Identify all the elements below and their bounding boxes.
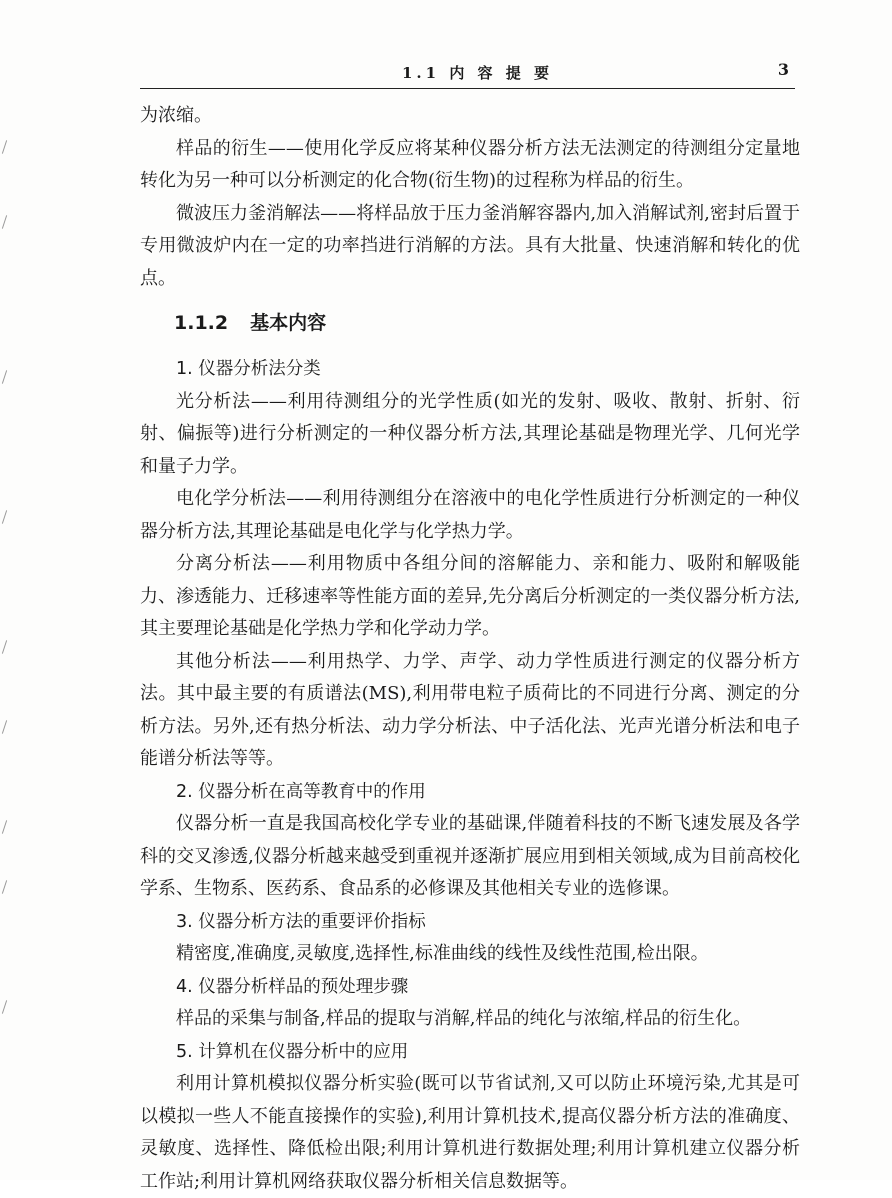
body-text — [140, 100, 800, 1198]
paragraph-electrochemical-analysis: 电化学分析法——利用待测组分在溶液中的电化学性质进行分析测定的一种仪器分析方法,其理论基础是电化学与化学热力学。 — [140, 488, 800, 542]
paragraph-pretreatment-steps: 样品的采集与制备,样品的提取与消解,样品的纯化与浓缩,样品的衍生化。 — [176, 1008, 752, 1029]
header-section-title: 1.1 内 容 提 要 — [402, 64, 553, 82]
section-heading — [140, 307, 800, 339]
paragraph-optical-analysis: 光分析法——利用待测组分的光学性质(如光的发射、吸收、散射、折射、衍射、偏振等)进行分析测定的一种仪器分析方法,其理论基础是物理光学、几何光学和量子力学。 — [140, 390, 800, 477]
paragraph-microwave-digestion: 微波压力釜消解法——将样品放于压力釜消解容器内,加入消解试剂,密封后置于专用微波炉内在一定的功率挡进行消解的方法。具有大批量、快速消解和转化的优点。 — [140, 202, 800, 289]
paragraph-other-analysis: 其他分析法——利用热学、力学、声学、动力学性质进行测定的仪器分析方法。其中最主要的有质谱法(MS),利用带电粒子质荷比的不同进行分离、测定的分析方法。另外,还有热分析法、动力学分析法、中子活化法、光声光谱分析法和电子能谱分析法等等。 — [140, 650, 800, 769]
subsection-heading-1: 1. 仪器分析法分类 — [176, 359, 321, 379]
paragraph-sample-derivatization: 样品的衍生——使用化学反应将某种仪器分析方法无法测定的待测组分定量地转化为另一种可以分析测定的化合物(衍生物)的过程称为样品的衍生。 — [140, 137, 800, 191]
subsection-heading-2: 2. 仪器分析在高等教育中的作用 — [176, 781, 426, 802]
paragraph-higher-education-role: 仪器分析一直是我国高校化学专业的基础课,伴随着科技的不断飞速发展及各学科的交叉渗透,仪器分析越来越受到重视并逐渐扩展应用到相关领域,成为目前高校化学系、生物系、医药系、食品系的必修课及其他相关专业的选修课。 — [140, 813, 800, 899]
section-number: 1.1.2 — [174, 312, 229, 334]
scan-margin-marks — [4, 120, 18, 1020]
paragraph-computer-applications: 利用计算机模拟仪器分析实验(既可以节省试剂,又可以防止环境污染,尤其是可以模拟一些人不能直接操作的实验),利用计算机技术,提高仪器分析方法的准确度、灵敏度、选择性、降低检出限;利用计算机进行数据处理;利用计算机建立仪器分析工作站;利用计算机网络获取仪器分析相关信息数据等。 — [140, 1073, 800, 1192]
section-title: 基本内容 — [250, 312, 327, 334]
subsection-heading-3: 3. 仪器分析方法的重要评价指标 — [176, 911, 426, 932]
paragraph-continuation: 为浓缩。 — [140, 105, 212, 126]
subsection-heading-4: 4. 仪器分析样品的预处理步骤 — [176, 976, 409, 997]
paragraph-separation-analysis: 分离分析法——利用物质中各组分间的溶解能力、亲和能力、吸附和解吸能力、渗透能力、迁移速率等性能方面的差异,先分离后分析测定的一类仪器分析方法,其主要理论基础是化学热力学和化学动力学。 — [140, 553, 800, 639]
running-header — [140, 58, 795, 89]
subsection-heading-5: 5. 计算机在仪器分析中的应用 — [176, 1041, 409, 1062]
paragraph-evaluation-indicators: 精密度,准确度,灵敏度,选择性,标准曲线的线性及线性范围,检出限。 — [176, 943, 709, 964]
page-number: 3 — [777, 60, 789, 79]
